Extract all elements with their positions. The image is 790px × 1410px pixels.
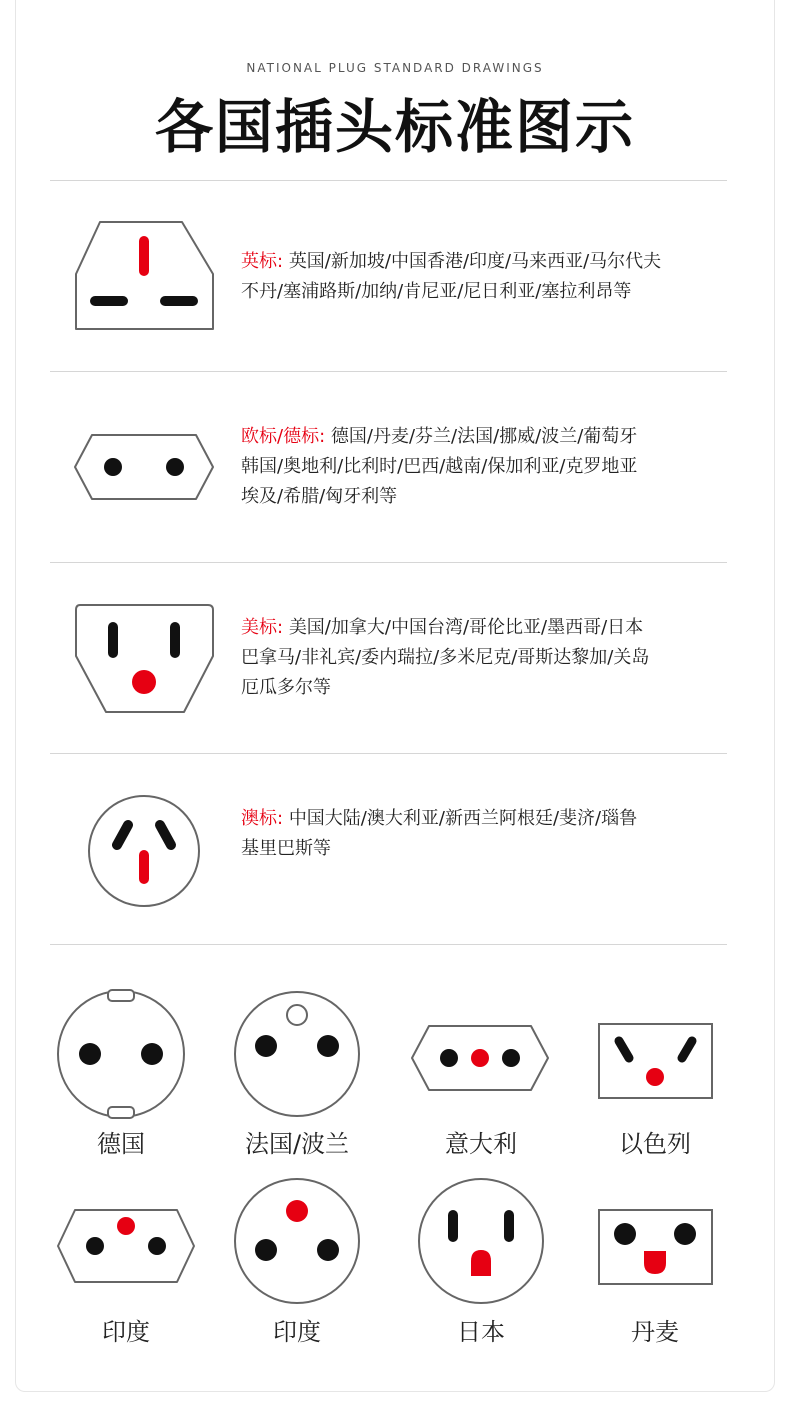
germany-plug-icon [55,988,187,1120]
us-countries-line1: 美国/加拿大/中国台湾/哥伦比亚/墨西哥/日本 [288,617,644,638]
us-standard-label: 美标: [241,617,284,638]
grid-label-italy: 意大利 [445,1130,517,1158]
au-plug-icon [86,793,202,909]
israel-plug-icon [597,1022,714,1100]
grid-label-india: 印度 [102,1318,150,1346]
italy-plug-icon [409,1023,551,1093]
divider [50,944,727,945]
divider [50,562,727,563]
grid-label-india-large: 印度 [273,1318,321,1346]
us-standard-text [241,613,721,703]
india-large-plug-icon [232,1176,362,1306]
denmark-plug-icon [597,1208,714,1286]
uk-countries-line1: 英国/新加坡/中国香港/印度/马来西亚/马尔代夫 [288,251,662,272]
eu-countries-line2: 韩国/奥地利/比利时/巴西/越南/保加利亚/克罗地亚 [241,456,638,477]
uk-standard-label: 英标: [241,251,284,272]
uk-plug-icon [72,218,218,333]
eu-standard-text [241,422,721,512]
eu-plug-icon [72,432,216,502]
au-standard-label: 澳标: [241,808,284,829]
divider [50,371,727,372]
us-plug-icon [72,602,218,716]
grid-label-germany: 德国 [97,1130,145,1158]
uk-countries-line2: 不丹/塞浦路斯/加纳/肯尼亚/尼日利亚/塞拉利昂等 [241,281,632,302]
divider [50,180,727,181]
france-poland-plug-icon [232,989,362,1119]
eu-countries-line1: 德国/丹麦/芬兰/法国/挪威/波兰/葡萄牙 [330,426,638,447]
grid-label-denmark: 丹麦 [631,1318,679,1346]
au-countries-line1: 中国大陆/澳大利亚/新西兰阿根廷/斐济/瑙鲁 [288,808,638,829]
au-standard-text [241,804,721,864]
india-plug-icon [55,1207,197,1285]
eu-countries-line3: 埃及/希腊/匈牙利等 [241,486,398,507]
page-title: 各国插头标准图示 [154,93,635,161]
page-subtitle: NATIONAL PLUG STANDARD DRAWINGS [246,61,544,75]
eu-standard-label: 欧标/德标: [241,426,326,447]
uk-standard-text [241,247,721,307]
au-countries-line2: 基里巴斯等 [241,838,331,859]
us-countries-line2: 巴拿马/非礼宾/委内瑞拉/多米尼克/哥斯达黎加/关岛 [241,647,650,668]
grid-label-france-poland: 法国/波兰 [244,1130,350,1158]
grid-label-israel: 以色列 [619,1130,691,1158]
japan-plug-icon [416,1176,546,1306]
grid-label-japan: 日本 [457,1318,505,1346]
us-countries-line3: 厄瓜多尔等 [241,677,331,698]
divider [50,753,727,754]
